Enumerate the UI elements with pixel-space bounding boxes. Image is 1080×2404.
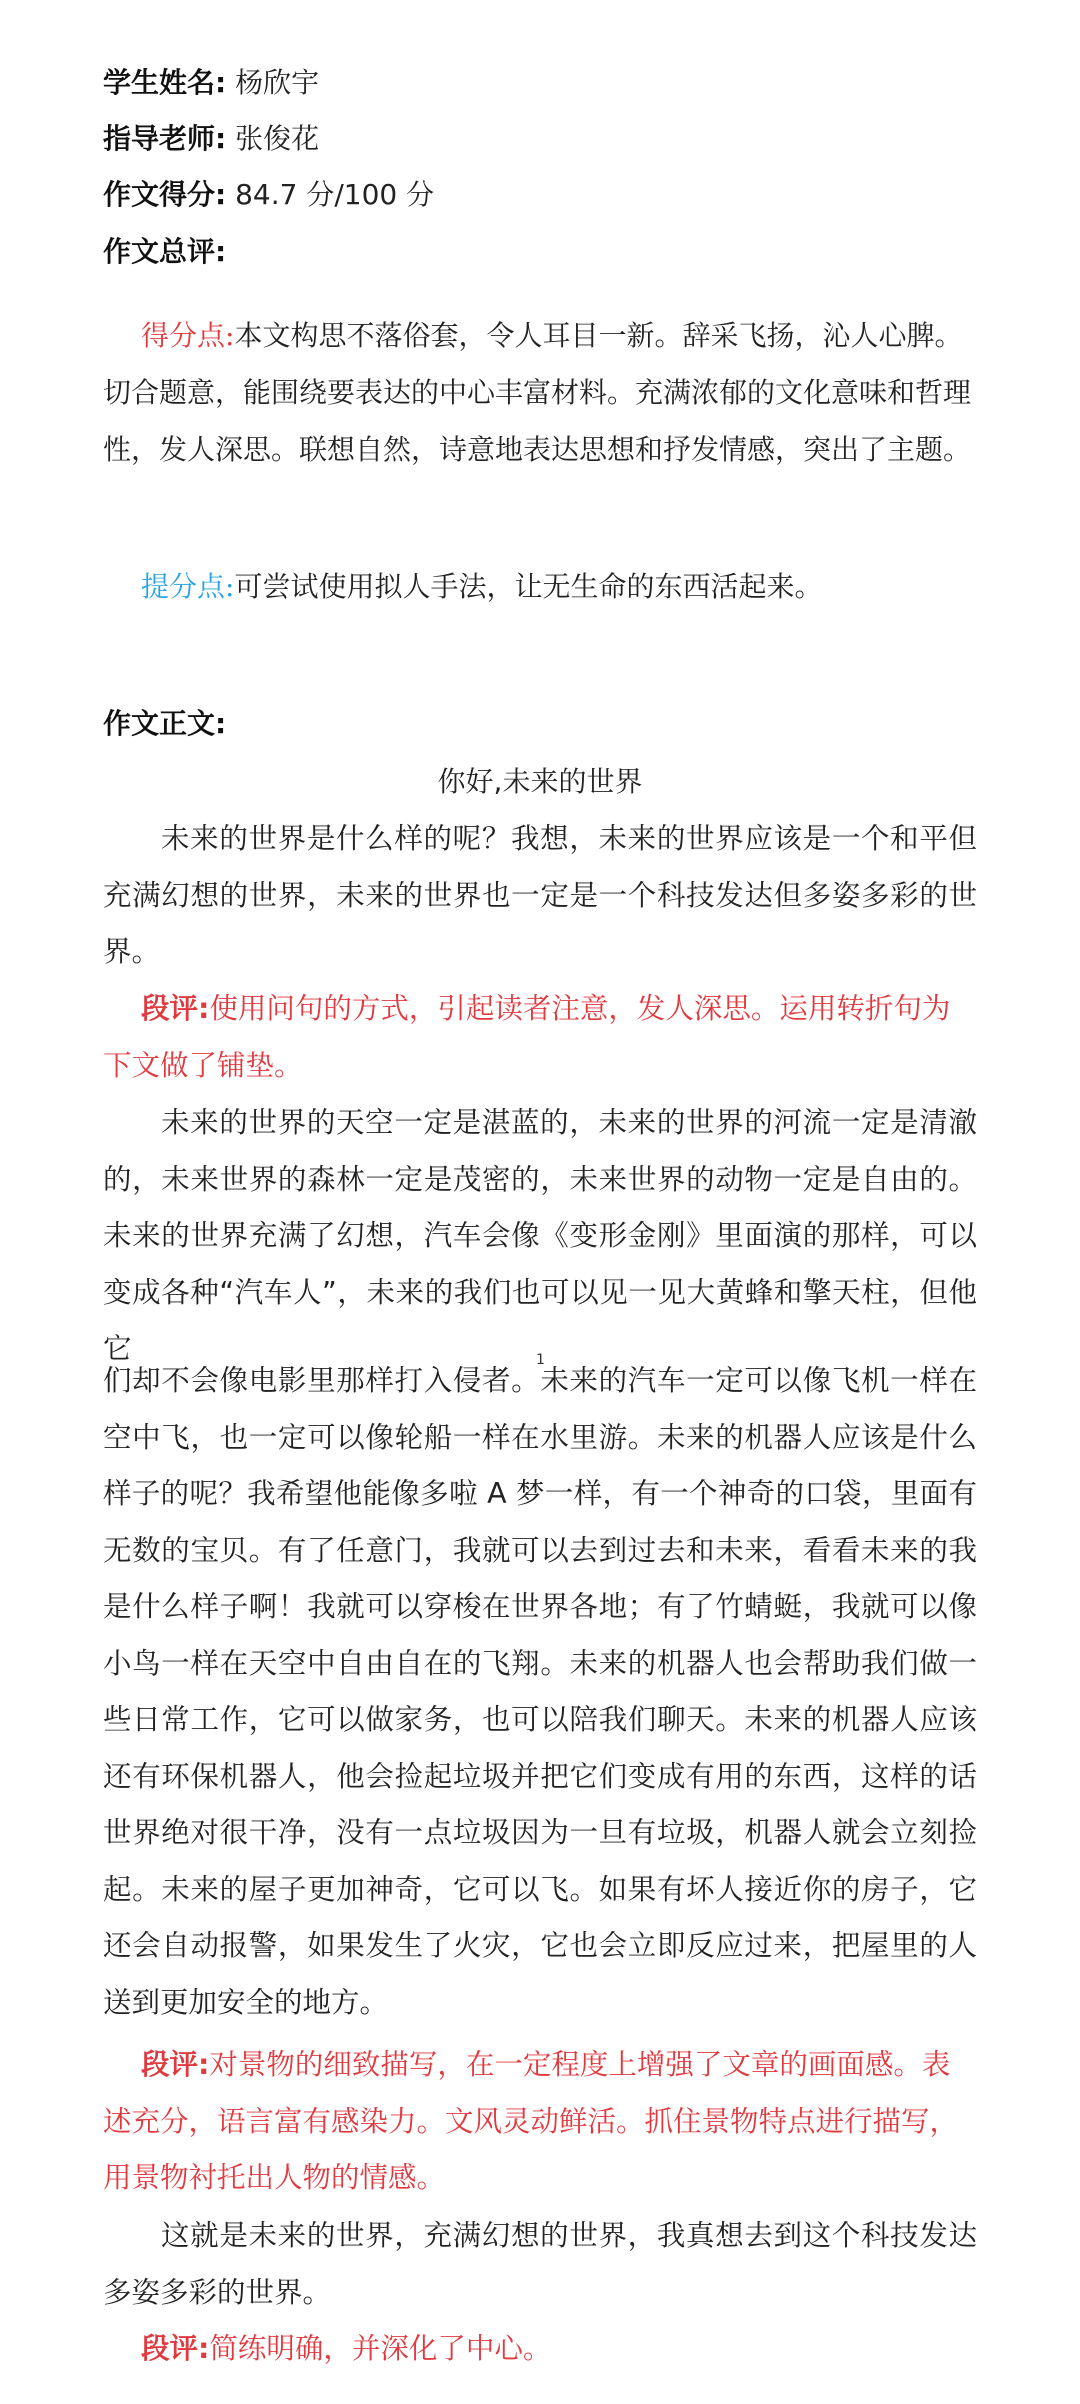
essay-section-label: 作文正文: bbox=[103, 707, 227, 740]
improve-point-tag: 提分点: bbox=[141, 570, 235, 603]
score-label: 作文得分: bbox=[103, 178, 227, 211]
improve-comment bbox=[103, 558, 979, 615]
summary-label: 作文总评: bbox=[103, 235, 227, 268]
paragraph-review-3 bbox=[103, 2321, 977, 2378]
student-name-label: 学生姓名: bbox=[103, 66, 227, 99]
score-point-text: 本文构思不落俗套，令人耳目一新。辞采飞扬，沁人心脾。切合题意，能围绕要表达的中心丰富材料。充满浓郁的文化意味和哲理性，发人深思。联想自然，诗意地表达思想和抒发情感，突出了主题。 bbox=[103, 319, 972, 466]
review-text: 使用问句的方式，引起读者注意，发人深思。运用转折句为下文做了铺垫。 bbox=[103, 992, 951, 1082]
essay-paragraph-2-part-2: 们却不会像电影里那样打入侵者。未来的汽车一定可以像飞机一样在空中飞，也一定可以像轮船一样在水里游。未来的机器人应该是什么样子的呢？我希望他能像多啦 A 梦一样，有一个神奇的口袋，里面有无数的宝贝。有了任意门，我就可以去到过去和未来，看看未来的我是什么样子啊！我就可以穿梭在世界各地；有了竹蜻蜓，我就可以像小鸟一样在天空中自由自在的飞翔。未来的机器人也会帮助我们做一些日常工作，它可以做家务，也可以陪我们聊天。未来的机器人应该还有环保机器人，他会捡起垃圾并把它们变成有用的东西，这样的话世界绝对很干净，没有一点垃圾因为一旦有垃圾，机器人就会立刻捡起。未来的屋子更加神奇，它可以飞。如果有坏人接近你的房子，它还会自动报警，如果发生了火灾，它也会立即反应过来，把屋里的人送到更加安全的地方。 bbox=[103, 1364, 977, 2019]
essay-paragraph-3: 这就是未来的世界，充满幻想的世界，我真想去到这个科技发达多姿多彩的世界。 bbox=[103, 2219, 977, 2309]
paragraph-review-1 bbox=[103, 981, 977, 1094]
footnote-marker: 1 bbox=[536, 1352, 545, 1368]
review-text: 简练明确，并深化了中心。 bbox=[209, 2332, 552, 2365]
teacher-label: 指导老师: bbox=[103, 122, 227, 155]
score-point-tag: 得分点: bbox=[141, 319, 235, 352]
review-label: 段评: bbox=[141, 2332, 210, 2365]
essay-paragraph-1: 未来的世界是什么样的呢？我想，未来的世界应该是一个和平但充满幻想的世界，未来的世界也一定是一个科技发达但多姿多彩的世界。 bbox=[103, 822, 977, 968]
review-text: 对景物的细致描写，在一定程度上增强了文章的画面感。表述充分，语言富有感染力。文风灵动鲜活。抓住景物特点进行描写，用景物衬托出人物的情感。 bbox=[103, 2048, 959, 2194]
score-value: 84.7 分/100 分 bbox=[235, 178, 435, 211]
summary-row bbox=[103, 232, 226, 272]
student-name-value: 杨欣宇 bbox=[235, 66, 320, 99]
paragraph-review-2 bbox=[103, 2037, 977, 2207]
student-name-row bbox=[103, 63, 319, 103]
essay-paragraph-2-part-1: 未来的世界的天空一定是湛蓝的，未来的世界的河流一定是清澈的，未来世界的森林一定是茂密的，未来世界的动物一定是自由的。未来的世界充满了幻想，汽车会像《变形金刚》里面演的那样，可以变成各种“汽车人”，未来的我们也可以见一见大黄蜂和擎天柱，但他它 bbox=[103, 1106, 977, 1365]
score-comment bbox=[103, 307, 979, 478]
teacher-value: 张俊花 bbox=[235, 122, 320, 155]
teacher-row bbox=[103, 119, 319, 159]
review-label: 段评: bbox=[141, 992, 210, 1025]
score-row bbox=[103, 175, 434, 215]
review-label: 段评: bbox=[141, 2048, 210, 2081]
essay-title: 你好,未来的世界 bbox=[437, 765, 643, 798]
improve-point-text: 可尝试使用拟人手法，让无生命的东西活起来。 bbox=[234, 570, 823, 603]
